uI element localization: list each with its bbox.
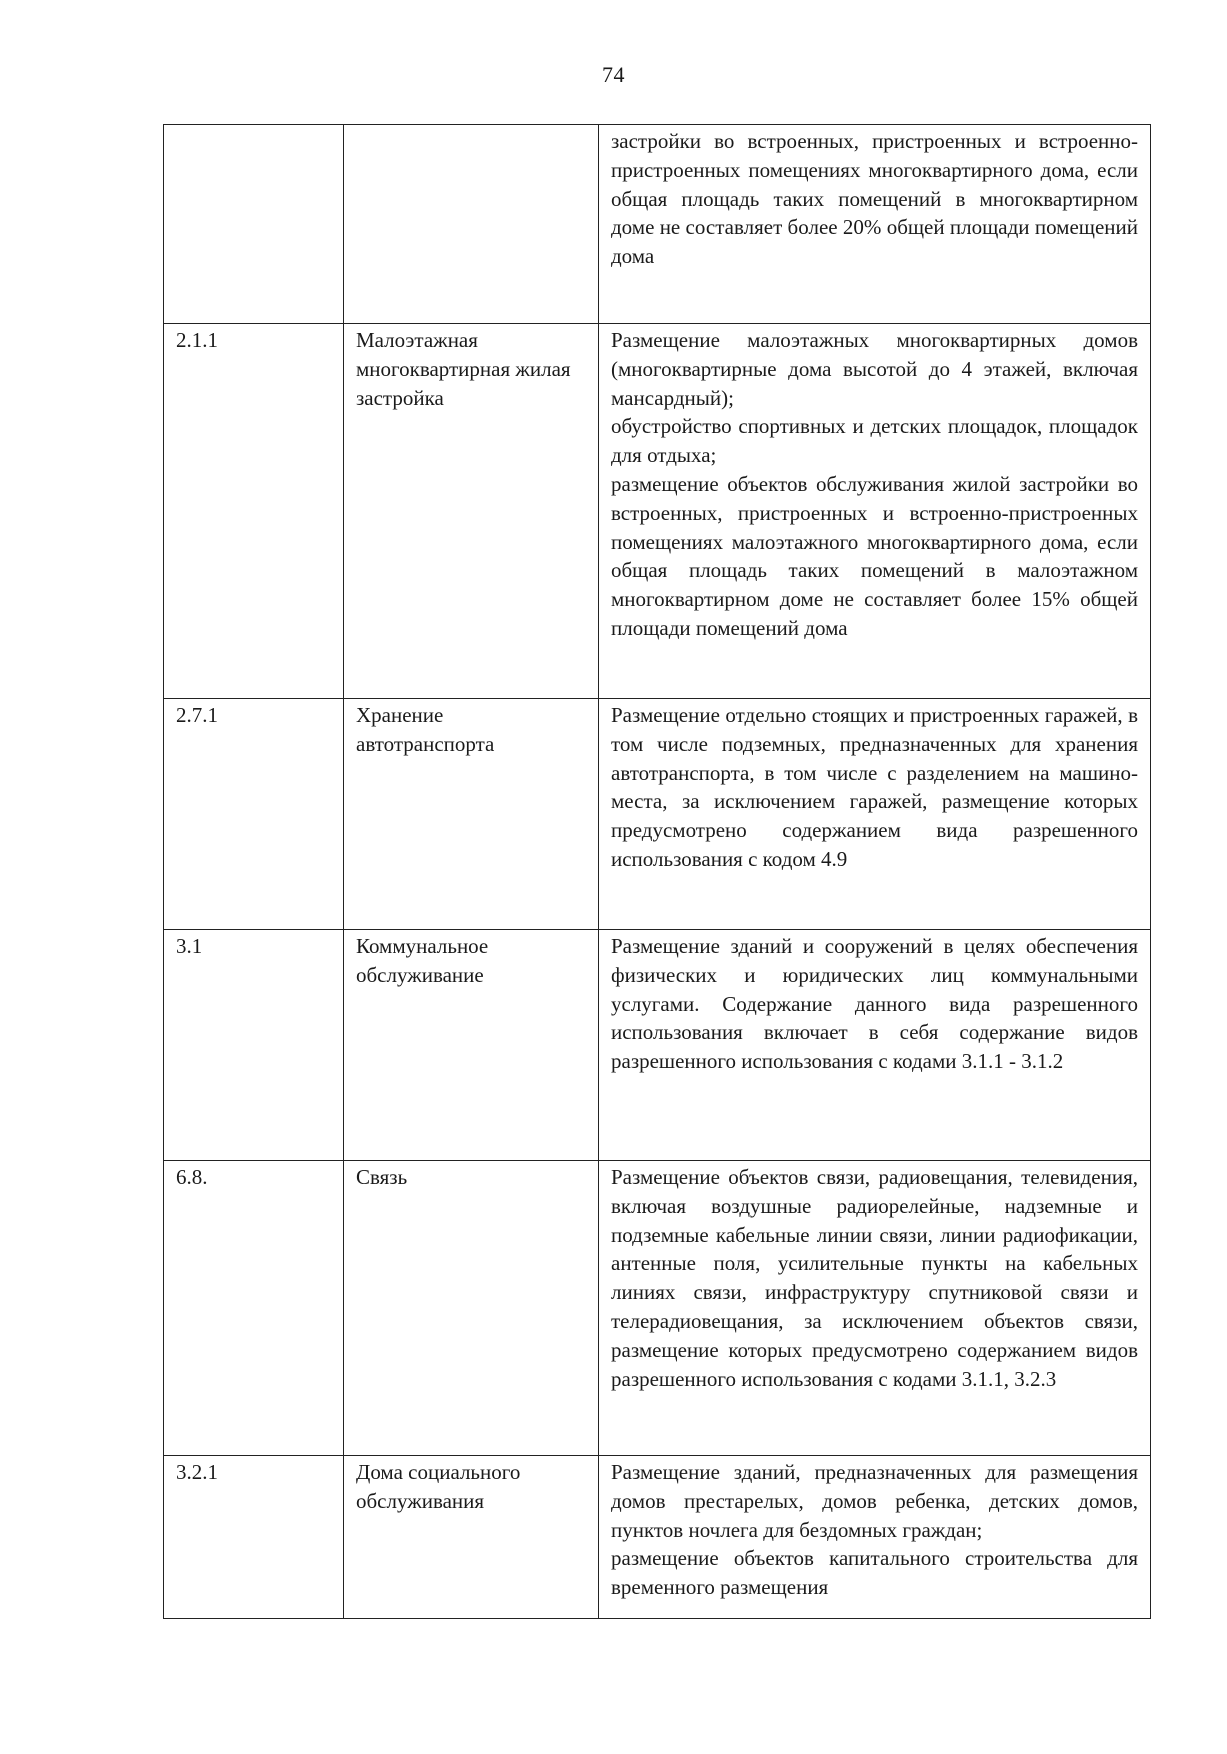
description-cell: [599, 930, 1151, 1161]
table-row: [164, 1456, 1151, 1619]
table-row: [164, 125, 1151, 324]
code-cell: 3.1: [164, 930, 344, 1161]
description-paragraph: Размещение зданий и сооружений в целях обеспечения физических и юридических лиц коммунальными услугами. Содержание данного вида разрешенного использования включает в себя содержание видов разрешенного использования с кодами 3.1.1 - 3.1.2: [611, 934, 1138, 1074]
table-row: [164, 324, 1151, 699]
page-number: 74: [602, 62, 625, 87]
description-paragraph: Размещение объектов связи, радиовещания, телевидения, включая воздушные радиорелейные, надземные и подземные кабельные линии связи, линии радиофикации, антенные поля, усилительные пункты на кабельных линиях связи, инфраструктуру спутниковой связи и телерадиовещания, за исключением объектов связи, размещение которых предусмотрено содержанием видов разрешенного использования с кодами 3.1.1, 3.2.3: [611, 1165, 1138, 1391]
description-paragraph: размещение объектов обслуживания жилой застройки во встроенных, пристроенных и встроенно-пристроенных помещениях малоэтажного многоквартирного дома, если общая площадь таких помещений в малоэтажном многоквартирном доме не составляет более 15% общей площади помещений дома: [611, 471, 1138, 640]
name-cell: Хранение автотранспорта: [344, 699, 599, 930]
description-cell: [599, 1161, 1151, 1456]
description-paragraph: обустройство спортивных и детских площадок, площадок для отдыха;: [611, 414, 1138, 468]
description-paragraph: Размещение отдельно стоящих и пристроенных гаражей, в том числе подземных, предназначенных для хранения автотранспорта, в том числе с разделением на машино-места, за исключением гаражей, размещение которых предусмотрено содержанием вида разрешенного использования с кодом 4.9: [611, 703, 1138, 871]
code-cell: 2.1.1: [164, 324, 344, 699]
code-cell: [164, 125, 344, 324]
description-paragraph: Размещение малоэтажных многоквартирных домов (многоквартирные дома высотой до 4 этажей, включая мансардный);: [611, 328, 1138, 410]
code-cell: 6.8.: [164, 1161, 344, 1456]
code-cell: 3.2.1: [164, 1456, 344, 1619]
code-cell: 2.7.1: [164, 699, 344, 930]
name-cell: Связь: [344, 1161, 599, 1456]
name-cell: Коммунальное обслуживание: [344, 930, 599, 1161]
description-paragraph: размещение объектов капитального строительства для временного размещения: [611, 1546, 1138, 1600]
description-cell: [599, 1456, 1151, 1619]
table-row: [164, 1161, 1151, 1456]
description-cell: [599, 324, 1151, 699]
description-cell: [599, 125, 1151, 324]
description-paragraph: застройки во встроенных, пристроенных и встроенно-пристроенных помещениях многоквартирного дома, если общая площадь таких помещений в многоквартирном доме не составляет более 20% общей площади помещений дома: [611, 129, 1138, 269]
description-paragraph: Размещение зданий, предназначенных для размещения домов престарелых, домов ребенка, детских домов, пунктов ночлега для бездомных граждан;: [611, 1460, 1138, 1542]
table-row: [164, 930, 1151, 1161]
name-cell: Малоэтажная многоквартирная жилая застройка: [344, 324, 599, 699]
land-use-table: [163, 124, 1151, 1619]
name-cell: Дома социального обслуживания: [344, 1456, 599, 1619]
table-row: [164, 699, 1151, 930]
description-cell: [599, 699, 1151, 930]
name-cell: [344, 125, 599, 324]
